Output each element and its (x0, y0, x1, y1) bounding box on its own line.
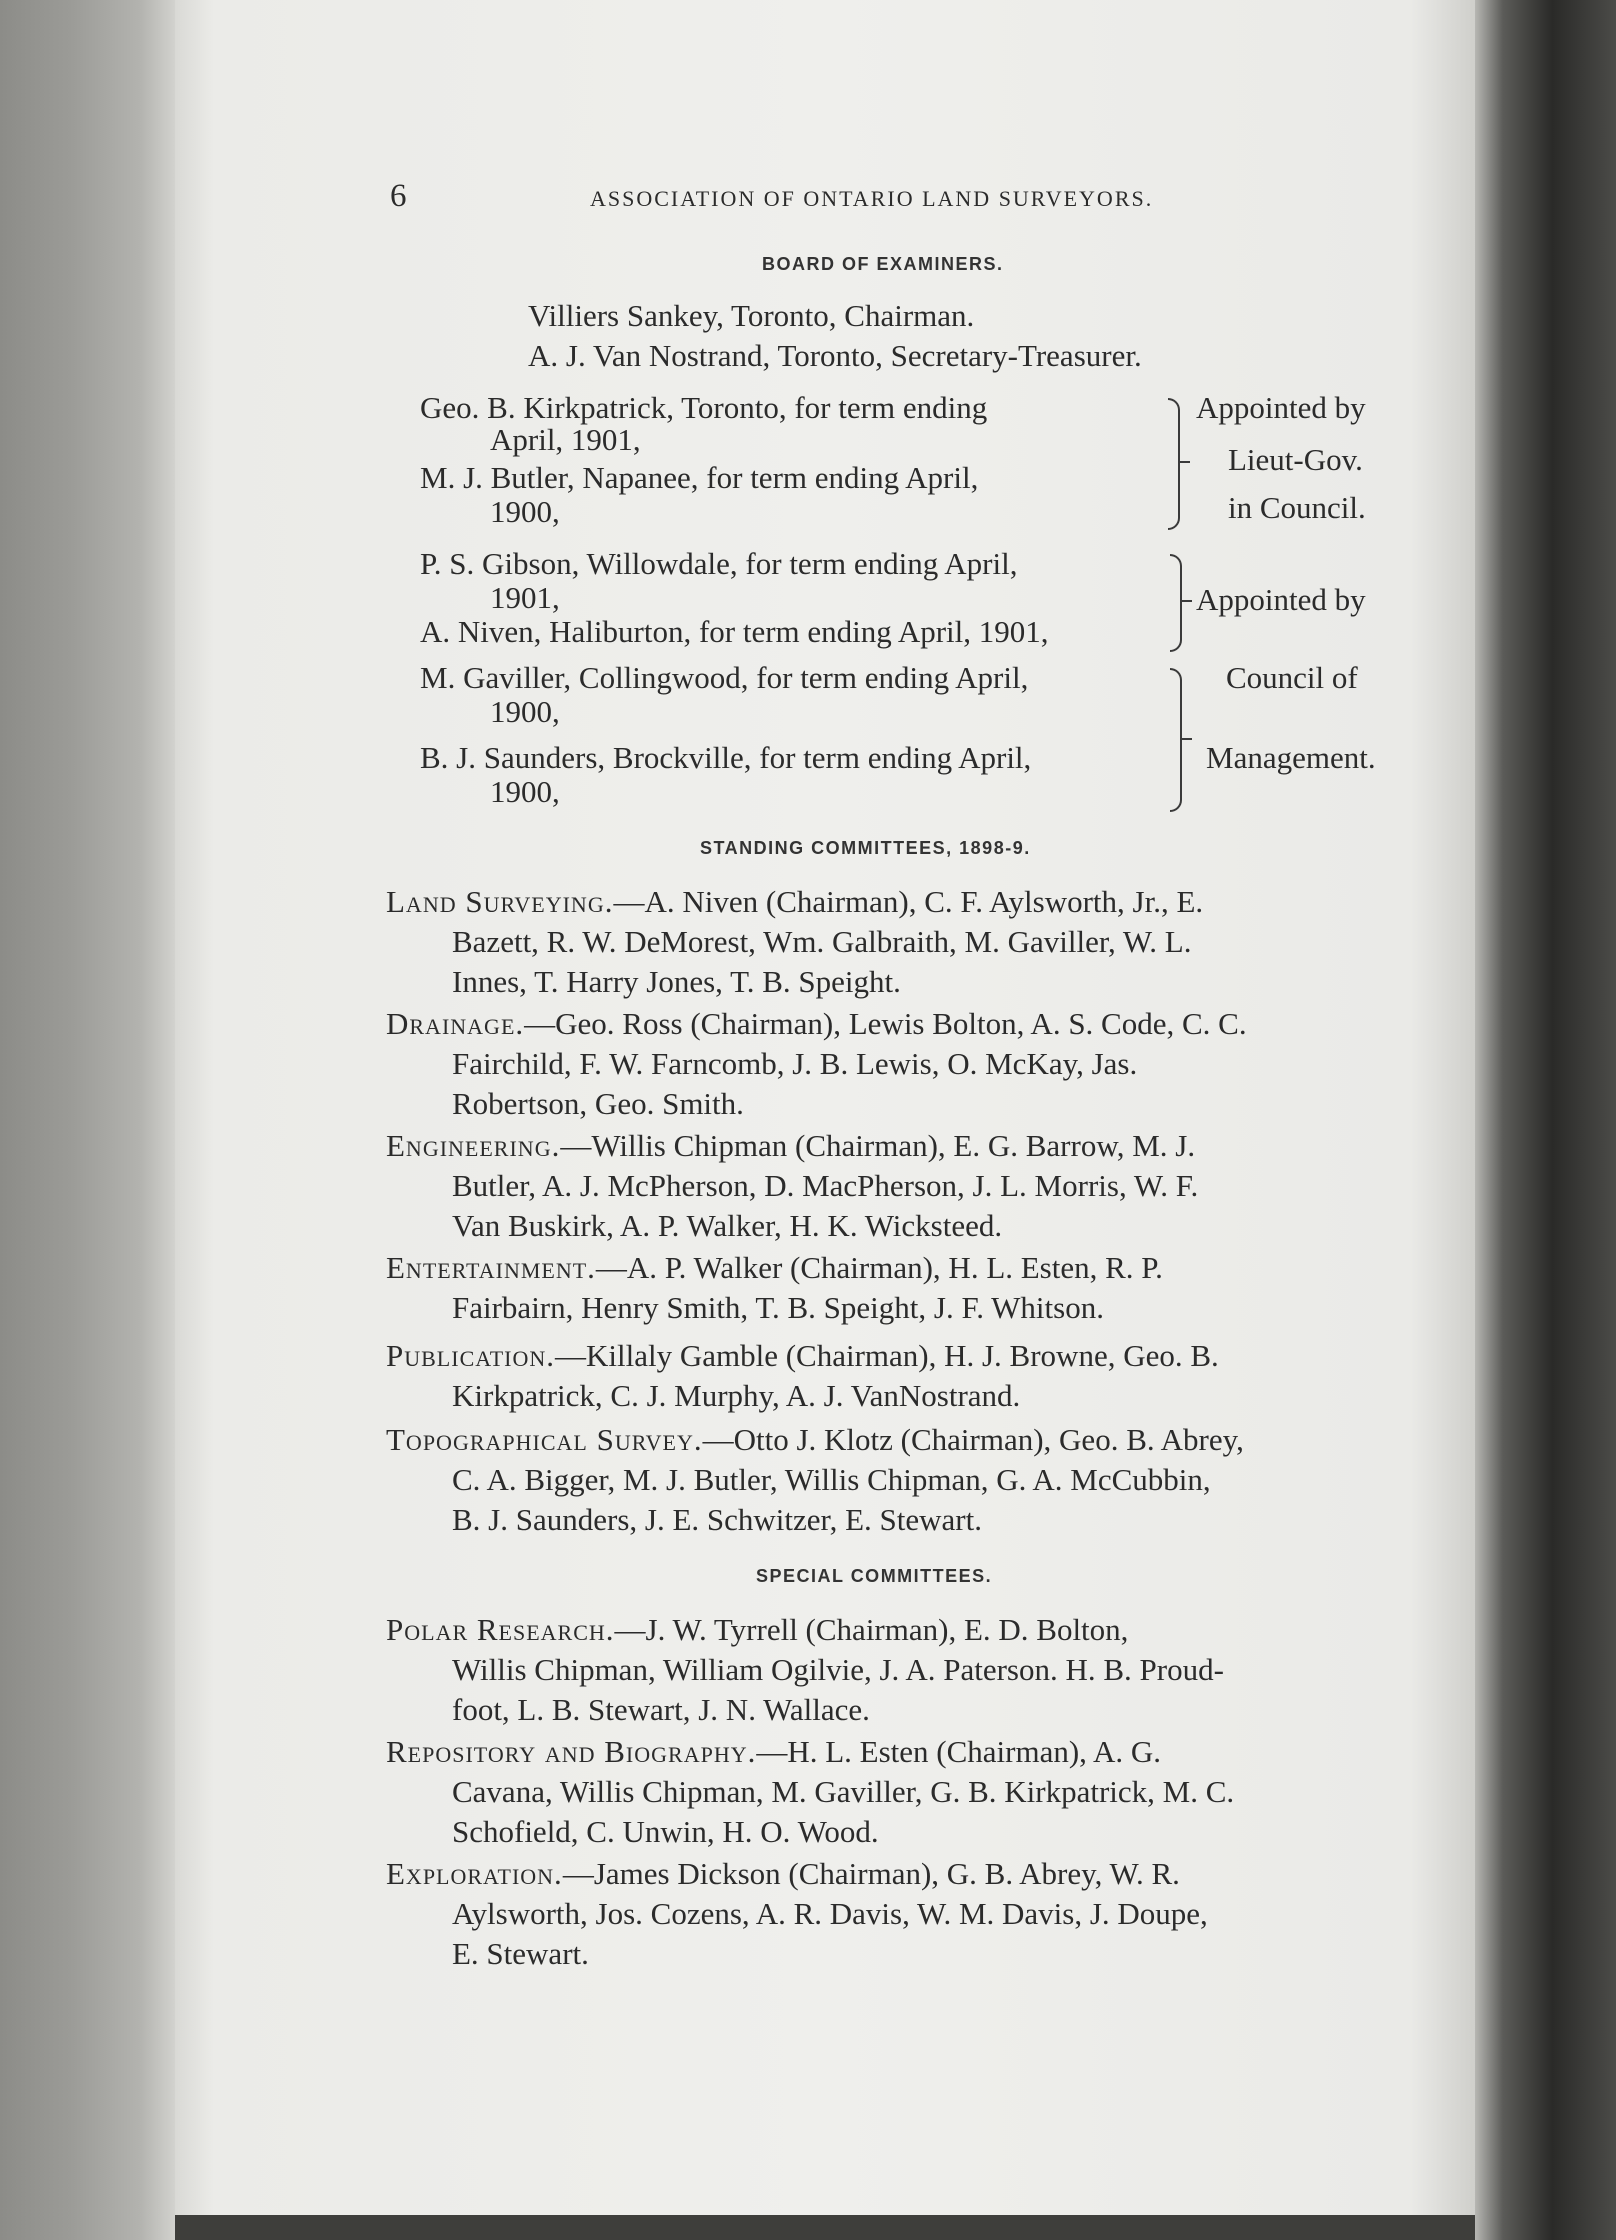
brace-bracket (1170, 668, 1182, 812)
committee-members-cont: B. J. Saunders, J. E. Schwitzer, E. Stewart. (452, 1502, 982, 1537)
board-member-line: 1900, (490, 494, 560, 529)
committee-members-cont: Willis Chipman, William Ogilvie, J. A. Paterson. H. B. Proud- (452, 1652, 1224, 1687)
board-member-line: 1900, (490, 694, 560, 729)
committee-members-cont: Schofield, C. Unwin, H. O. Wood. (452, 1814, 879, 1849)
committee-name: Entertainment. (386, 1250, 596, 1285)
committee-name: Engineering. (386, 1128, 561, 1163)
committee-members-cont: Bazett, R. W. DeMorest, Wm. Galbraith, M. Gaviller, W. L. (452, 924, 1192, 959)
board-member-line: Geo. B. Kirkpatrick, Toronto, for term ending (420, 390, 988, 425)
committee-name: Land Surveying. (386, 884, 614, 919)
committee-entry (386, 1004, 1446, 1124)
board-member-line: M. Gaviller, Collingwood, for term ending April, (420, 660, 1029, 695)
brace-bracket (1170, 554, 1182, 652)
committee-members-cont: Van Buskirk, A. P. Walker, H. K. Wicksteed. (452, 1208, 1003, 1243)
committee-members: —Geo. Ross (Chairman), Lewis Bolton, A. S. Code, C. C. (524, 1006, 1247, 1041)
standing-heading: STANDING COMMITTEES, 1898-9. (700, 838, 1031, 858)
appointed-note: in Council. (1228, 490, 1366, 525)
committee-name: Drainage. (386, 1006, 525, 1041)
committee-members: —A. Niven (Chairman), C. F. Aylsworth, Jr., E. (613, 884, 1204, 919)
board-member-line: 1900, (490, 774, 560, 809)
committee-members-cont: Fairbairn, Henry Smith, T. B. Speight, J. F. Whitson. (452, 1290, 1104, 1325)
committee-entry (386, 1248, 1446, 1328)
committee-members: —Willis Chipman (Chairman), E. G. Barrow, M. J. (560, 1128, 1196, 1163)
committee-name: Publication. (386, 1338, 555, 1373)
committee-members-cont: Aylsworth, Jos. Cozens, A. R. Davis, W. M. Davis, J. Doupe, (452, 1896, 1208, 1931)
appointed-note: Lieut-Gov. (1228, 442, 1363, 477)
board-member-line: M. J. Butler, Napanee, for term ending April, (420, 460, 979, 495)
special-heading: SPECIAL COMMITTEES. (756, 1566, 993, 1586)
running-title: ASSOCIATION OF ONTARIO LAND SURVEYORS. (590, 186, 1154, 211)
committee-name: Exploration. (386, 1856, 563, 1891)
book-spine-shadow (0, 0, 175, 2240)
committee-entry (386, 1336, 1446, 1416)
brace-point (1180, 461, 1190, 463)
committee-members: —A. P. Walker (Chairman), H. L. Esten, R. P. (595, 1250, 1163, 1285)
board-member-line: April, 1901, (490, 422, 641, 457)
committee-members-cont: Robertson, Geo. Smith. (452, 1086, 744, 1121)
appointed-note: Appointed by (1196, 390, 1366, 425)
brace-point (1182, 738, 1192, 740)
board-member-line: 1901, (490, 580, 560, 615)
committee-members-cont: Innes, T. Harry Jones, T. B. Speight. (452, 964, 901, 999)
committee-members-cont: E. Stewart. (452, 1936, 589, 1971)
committee-members-cont: Fairchild, F. W. Farncomb, J. B. Lewis, O. McKay, Jas. (452, 1046, 1138, 1081)
committee-entry (386, 1420, 1446, 1540)
committee-members-cont: Butler, A. J. McPherson, D. MacPherson, J. L. Morris, W. F. (452, 1168, 1199, 1203)
committee-entry (386, 1854, 1446, 1974)
board-chairman: Villiers Sankey, Toronto, Chairman. (528, 298, 975, 333)
committee-members: —H. L. Esten (Chairman), A. G. (756, 1734, 1161, 1769)
committee-members: —J. W. Tyrrell (Chairman), E. D. Bolton, (614, 1612, 1129, 1647)
committee-members-cont: Kirkpatrick, C. J. Murphy, A. J. VanNostrand. (452, 1378, 1021, 1413)
board-member-line: B. J. Saunders, Brockville, for term ending April, (420, 740, 1032, 775)
committee-name: Polar Research. (386, 1612, 615, 1647)
committee-name: Repository and Biography. (386, 1734, 757, 1769)
board-heading: BOARD OF EXAMINERS. (762, 254, 1004, 274)
committee-members-cont: Cavana, Willis Chipman, M. Gaviller, G. B. Kirkpatrick, M. C. (452, 1774, 1235, 1809)
committee-name: Topographical Survey. (386, 1422, 703, 1457)
committee-entry (386, 1126, 1446, 1246)
committee-entry (386, 882, 1446, 1002)
committee-members: —James Dickson (Chairman), G. B. Abrey, W. R. (562, 1856, 1180, 1891)
board-secretary: A. J. Van Nostrand, Toronto, Secretary-Treasurer. (528, 338, 1142, 373)
page-number: 6 (390, 178, 407, 214)
appointed-note: Management. (1206, 740, 1376, 775)
brace-bracket (1168, 398, 1180, 530)
book-bottom-edge (175, 2215, 1475, 2240)
committee-members-cont: foot, L. B. Stewart, J. N. Wallace. (452, 1692, 870, 1727)
book-edge-shadow (1475, 0, 1616, 2240)
appointed-note: Appointed by (1196, 582, 1366, 617)
committee-entry (386, 1610, 1446, 1730)
committee-members: —Otto J. Klotz (Chairman), Geo. B. Abrey, (702, 1422, 1244, 1457)
brace-point (1182, 600, 1192, 602)
board-member-line: A. Niven, Haliburton, for term ending April, 1901, (420, 614, 1049, 649)
committee-entry (386, 1732, 1446, 1852)
appointed-note: Council of (1226, 660, 1358, 695)
committee-members-cont: C. A. Bigger, M. J. Butler, Willis Chipman, G. A. McCubbin, (452, 1462, 1211, 1497)
committee-members: —Killaly Gamble (Chairman), H. J. Browne, Geo. B. (554, 1338, 1219, 1373)
board-member-line: P. S. Gibson, Willowdale, for term ending April, (420, 546, 1018, 581)
